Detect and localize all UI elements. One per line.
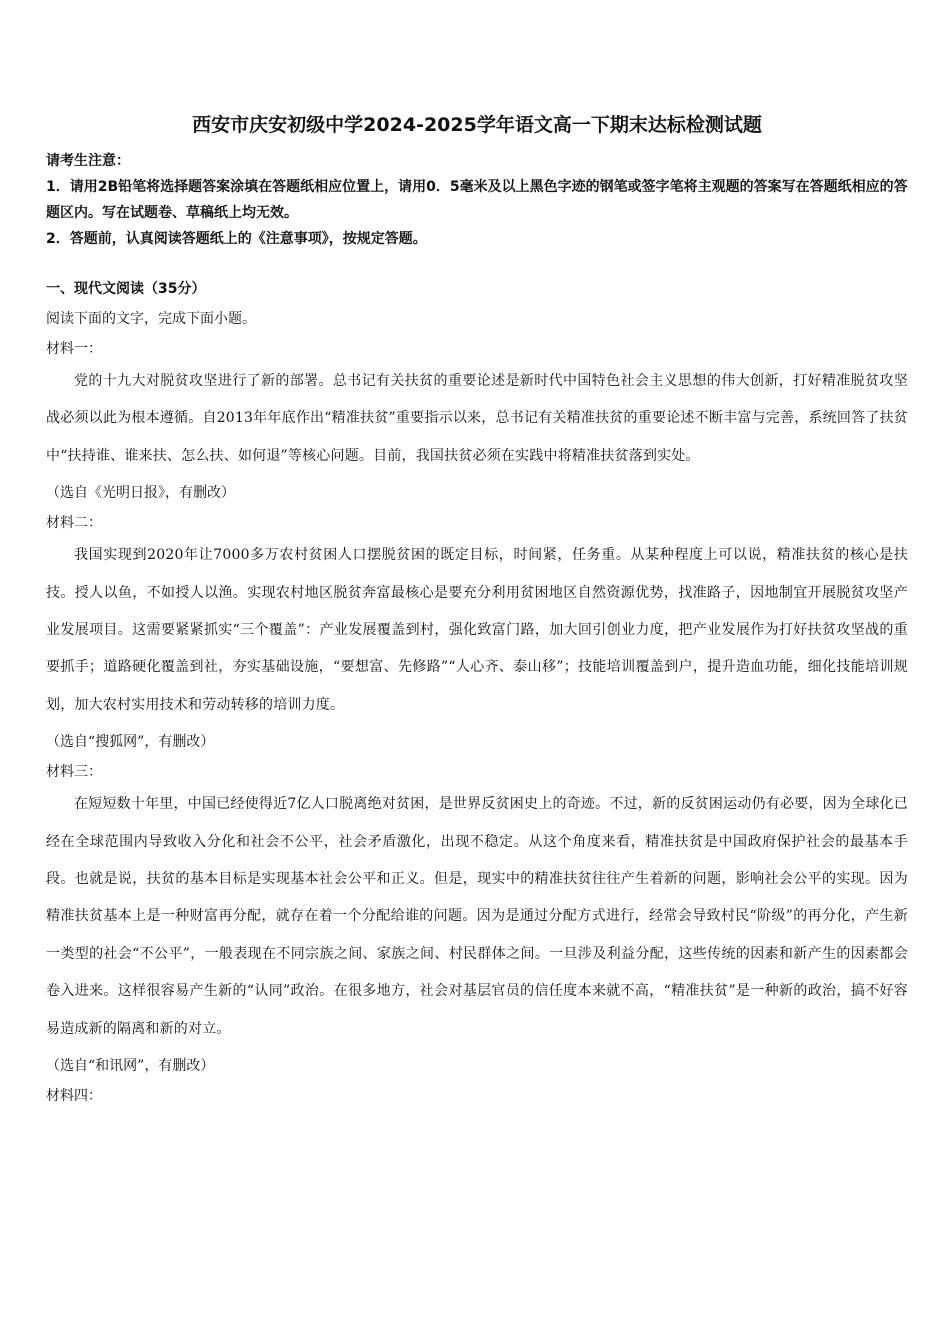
material-label-4: 材料四： bbox=[46, 1088, 102, 1105]
notice-item-2: 2．答题前，认真阅读答题纸上的《注意事项》，按规定答题。 bbox=[46, 231, 427, 247]
material-label-1: 材料一： bbox=[46, 341, 102, 357]
material-source-3: （选自“和讯网”，有删改） bbox=[46, 1058, 215, 1075]
notice-item-1: 1．请用2B铅笔将选择题答案涂填在答题纸相应位置上，请用0．5毫米及以上黑色字迹的钢笔或签字笔将主观题的答案写在答题纸相应的答题区内。写在试题卷、草稿纸上均无效。 bbox=[46, 179, 908, 221]
material-source-2: （选自“搜狐网”，有删改） bbox=[46, 734, 215, 751]
material-text-2: 我国实现到2020年让7000多万农村贫困人口摆脱贫困的既定目标，时间紧，任务重。从某种程度上可以说，精准扶贫的核心是扶技。授人以鱼，不如授人以渔。实现农村地区脱贫奔富最核心是要充分利用贫困地区自然资源优势，找准路子，因地制宜开展脱贫攻坚产业发展项目。这需要紧紧抓实“三个覆盖”：产业发展覆盖到村，强化致富门路，加大回引创业力度，把产业发展作为打好扶贫攻坚战的重要抓手；道路硬化覆盖到社，夯实基础设施，“要想富、先修路”“人心齐、泰山移”；技能培训覆盖到户，提升造血功能，细化技能培训规划，加大农村实用技术和劳动转移的培训力度。 bbox=[46, 547, 908, 713]
material-text-1: 党的十九大对脱贫攻坚进行了新的部署。总书记有关扶贫的重要论述是新时代中国特色社会主义思想的伟大创新，打好精准脱贫攻坚战必须以此为根本遵循。自2013年年底作出“精准扶贫”重要指示以来，总书记有关精准扶贫的重要论述不断丰富与完善，系统回答了扶贫中“扶持谁、谁来扶、怎么扶、如何退”等核心问题。目前，我国扶贫必须在实践中将精准扶贫落到实处。 bbox=[46, 373, 908, 464]
exam-title: 西安市庆安初级中学2024-2025学年语文高一下期末达标检测试题 bbox=[192, 114, 762, 136]
reading-instruction: 阅读下面的文字，完成下面小题。 bbox=[46, 311, 256, 327]
notice-heading: 请考生注意： bbox=[46, 153, 130, 169]
notice-block bbox=[46, 148, 908, 252]
material-label-2: 材料二： bbox=[46, 515, 102, 532]
material-label-3: 材料三： bbox=[46, 764, 102, 781]
material-source-1: （选自《光明日报》，有删改） bbox=[46, 485, 235, 502]
material-text-3: 在短短数十年里，中国已经使得近7亿人口脱离绝对贫困，是世界反贫困史上的奇迹。不过，新的反贫困运动仍有必要，因为全球化已经在全球范围内导致收入分化和社会不公平，社会矛盾激化，出现不稳定。从这个角度来看，精准扶贫是中国政府保护社会的最基本手段。也就是说，扶贫的基本目标是实现基本社会公平和正义。但是，现实中的精准扶贫往往产生着新的问题，影响社会公平的实现。因为精准扶贫基本上是一种财富再分配，就存在着一个分配给谁的问题。因为是通过分配方式进行，经常会导致村民“阶级”的再分化，产生新一类型的社会“不公平”，一般表现在不同宗族之间、家族之间、村民群体之间。一旦涉及利益分配，这些传统的因素和新产生的因素都会卷入进来。这样很容易产生新的“认同”政治。在很多地方，社会对基层官员的信任度本来就不高，“精准扶贫”是一种新的政治，搞不好容易造成新的隔离和新的对立。 bbox=[46, 796, 908, 1037]
section-title: 一、现代文阅读（35分） bbox=[46, 281, 206, 297]
